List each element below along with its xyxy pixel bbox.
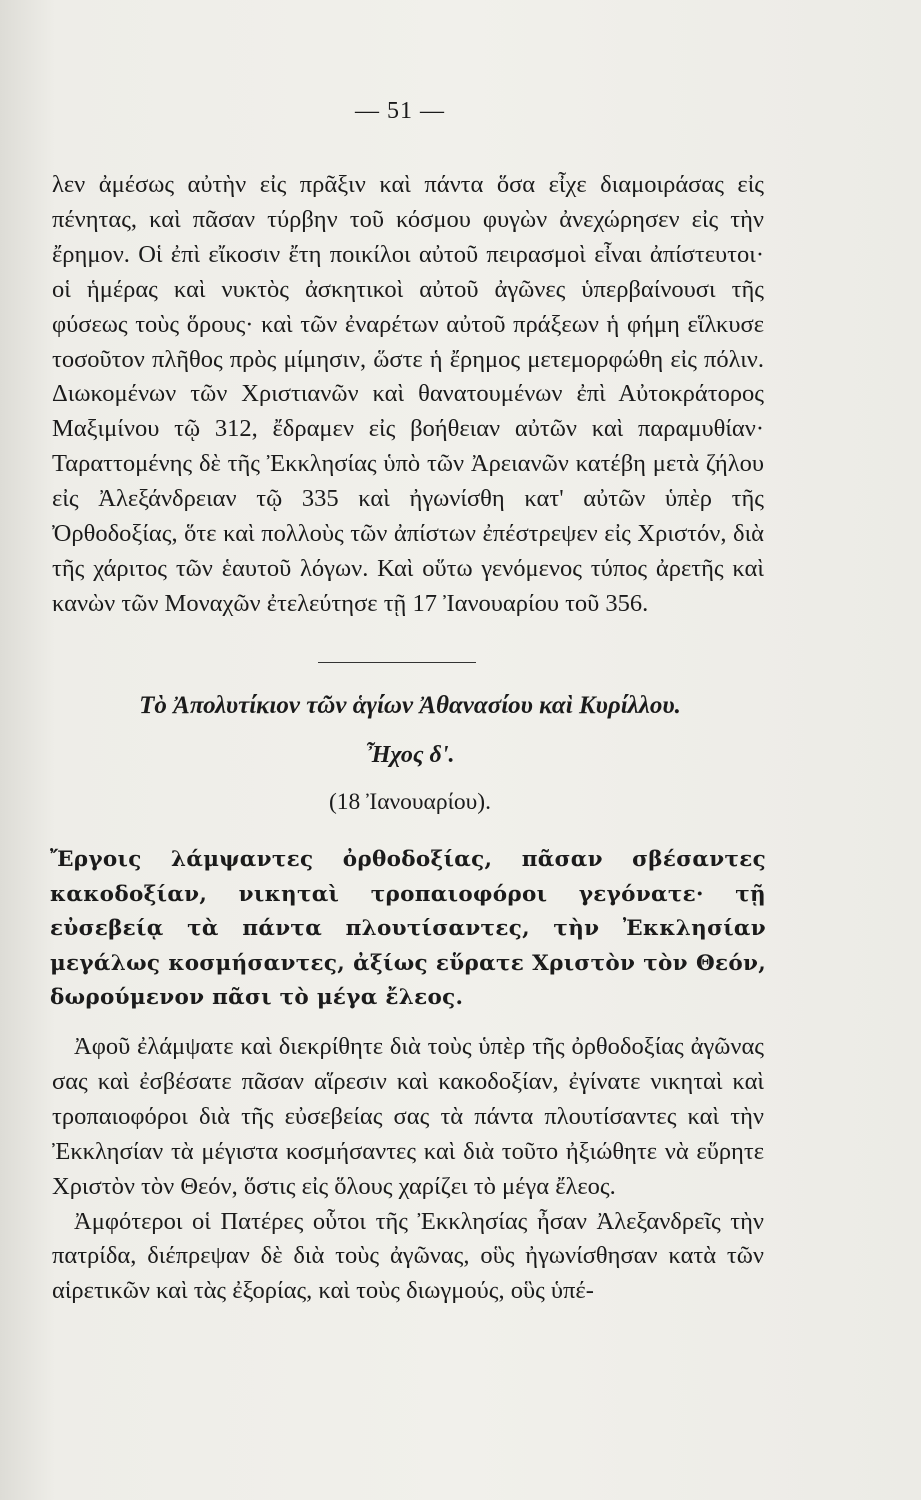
section-divider bbox=[318, 662, 476, 663]
top-paragraph-block bbox=[52, 168, 764, 622]
hymn-text: Ἔργοις λάμψαντες ὀρθοδοξίας, πᾶσαν σβέσαντες κακοδοξίαν, νικηταὶ τροπαιοφόροι γεγόνατε· τῇ εὐσεβείᾳ τὰ πάντα πλουτίσαντες, τὴν Ἐκκλησίαν μεγάλως κοσμήσαντες, ἀξίως εὕρατε Χριστὸν τὸν Θεόν, δωρούμενον πᾶσι τὸ μέγα ἔλεος. bbox=[50, 847, 766, 1010]
hymn-mode: Ἦχος δ'. bbox=[365, 742, 455, 768]
paragraph-3: Ἀμφότεροι οἱ Πατέρες οὗτοι τῆς Ἐκκλησίας ἦσαν Ἀλεξανδρεῖς τὴν πατρίδα, διέπρεψαν δὲ διὰ τοὺς ἀγῶνας, οὓς ἠγωνίσθησαν κατὰ τῶν αἱρετικῶν καὶ τὰς ἐξορίας, καὶ τοὺς διωγμούς, οὓς ὑπέ- bbox=[52, 1207, 764, 1305]
page-number: — 51 — bbox=[355, 98, 445, 124]
top-paragraph: λεν ἀμέσως αὐτὴν εἰς πρᾶξιν καὶ πάντα ὅσα εἶχε διαμοιράσας εἰς πένητας, καὶ πᾶσαν τύρβην τοῦ κόσμου φυγὼν ἀνεχώρησεν εἰς τὴν ἔρημον. Οἱ ἐπὶ εἴκοσιν ἔτη ποικίλοι αὐτοῦ πειρασμοὶ εἶναι ἀπίστευτοι· οἱ ἡμέρας καὶ νυκτὸς ἀσκητικοὶ αὐτοῦ ἀγῶνες ὑπερβαίνουσι τῆς φύσεως τοὺς ὅρους· καὶ τῶν ἐναρέτων αὐτοῦ πράξεων ἡ φήμη εἵλκυσε τοσοῦτον πλῆθος πρὸς μίμησιν, ὥστε ἡ ἔρημος μετεμορφώθη εἰς πόλιν. Διωκομένων τῶν Χριστιανῶν καὶ θανατουμένων ἐπὶ Αὐτοκράτορος Μαξιμίνου τῷ 312, ἔδραμεν εἰς βοήθειαν αὐτῶν καὶ παραμυθίαν· Ταραττομένης δὲ τῆς Ἐκκλησίας ὑπὸ τῶν Ἀρειανῶν κατέβη μετὰ ζήλου εἰς Ἀλεξάνδρειαν τῷ 335 καὶ ἠγωνίσθη κατ' αὐτῶν ὑπὲρ τῆς Ὀρθοδοξίας, ὅτε καὶ πολλοὺς τῶν ἀπίστων ἐπέστρεψεν εἰς Χριστόν, διὰ τῆς χάριτος τῶν ἑαυτοῦ λόγων. Καὶ οὕτω γενόμενος τύπος ἀρετῆς καὶ κανὼν τῶν Μοναχῶν ἐτελεύτησε τῇ 17 Ἰανουαρίου τοῦ 356. bbox=[52, 171, 764, 617]
lower-paragraphs bbox=[52, 1030, 764, 1309]
hymn-title: Τὸ Ἀπολυτίκιον τῶν ἁγίων Ἀθανασίου καὶ Κυρίλλου. bbox=[139, 692, 681, 719]
paragraph-2: Ἀφοῦ ἐλάμψατε καὶ διεκρίθητε διὰ τοὺς ὑπὲρ τῆς ὀρθοδοξίας ἀγῶνας σας καὶ ἐσβέσατε πᾶσαν αἵρεσιν καὶ κακοδοξίαν, ἐγίνατε νικηταὶ καὶ τροπαιοφόροι διὰ τῆς εὐσεβείας σας τὰ πάντα πλουτίσαντες καὶ τὴν Ἐκκλησίαν τὰ μέγιστα κοσμήσαντες καὶ διὰ τοῦτο ἠξιώθητε νὰ εὕρητε Χριστὸν τὸν Θεόν, ὅστις εἰς ὅλους χαρίζει τὸ μέγα ἔλεος. bbox=[52, 1033, 764, 1200]
hymn-date: (18 Ἰανουαρίου). bbox=[328, 789, 492, 815]
